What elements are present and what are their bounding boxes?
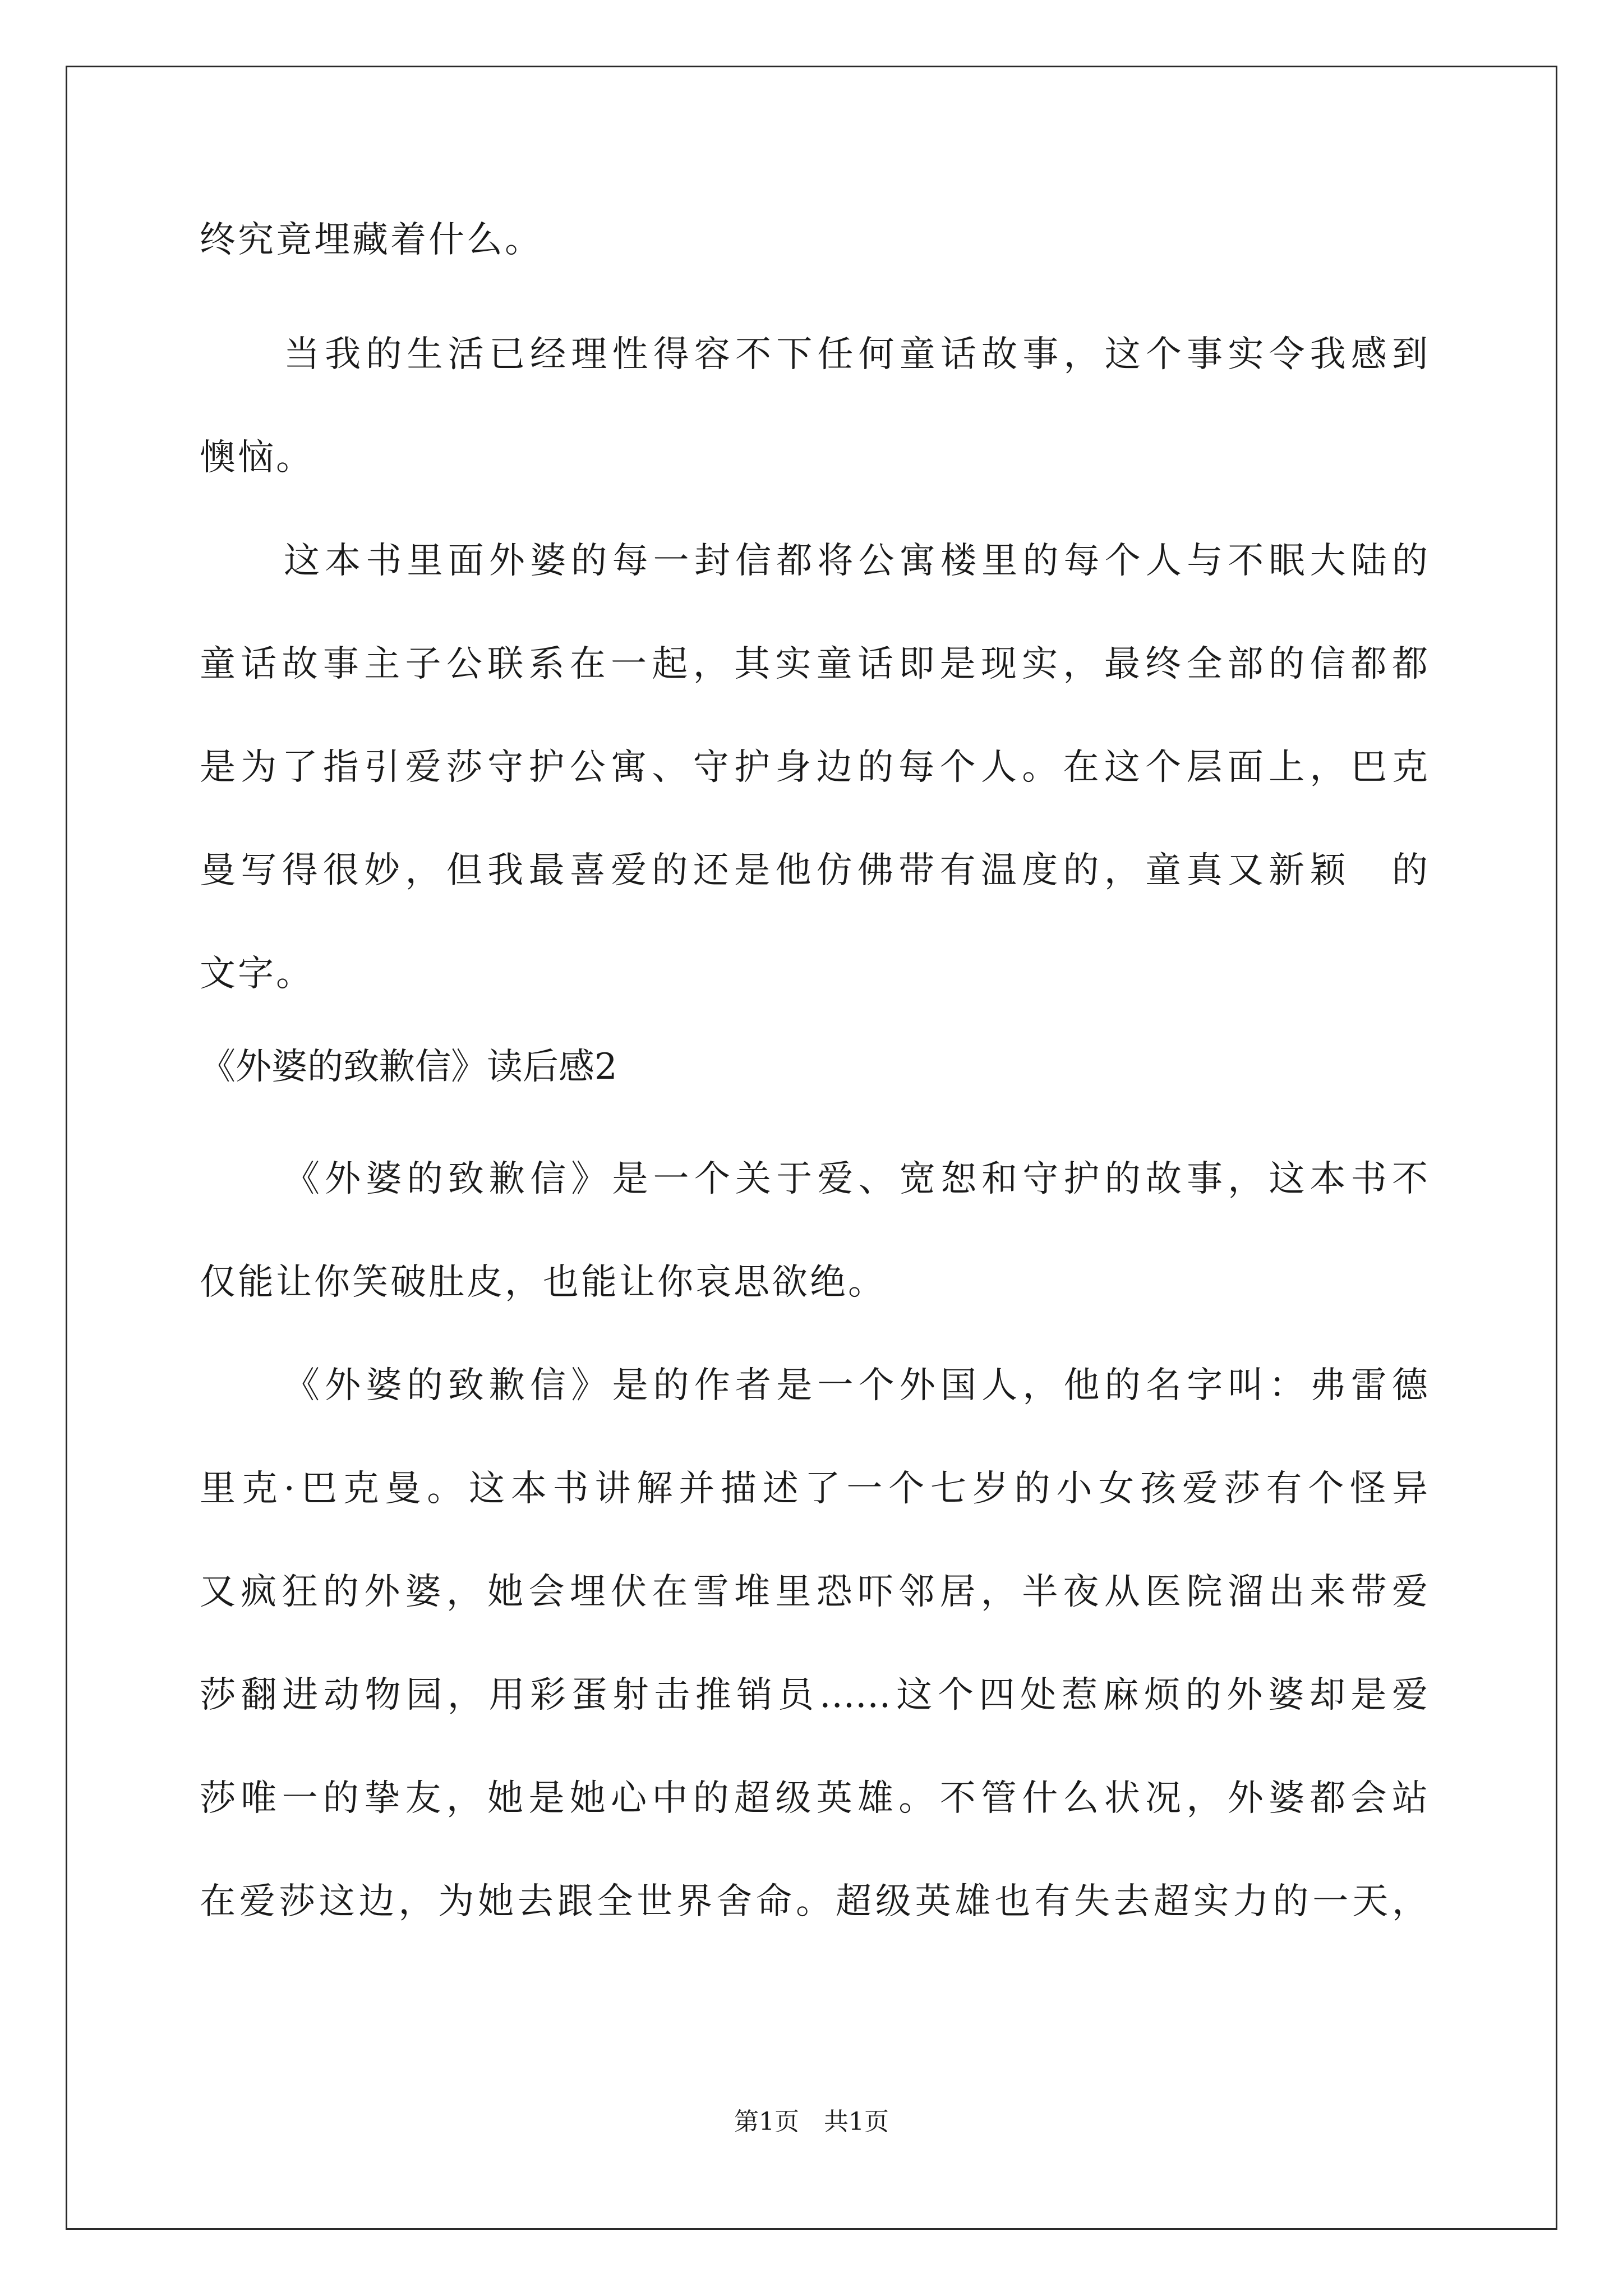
- paragraph-line: 在爱莎这边，为她去跟全世界舍命。超级英雄也有失去超实力的一天，: [200, 1881, 1428, 1922]
- paragraph-line: 懊恼。: [200, 437, 314, 478]
- paragraph-line: 《外婆的致歉信》是一个关于爱、宽恕和守护的故事，这本书不: [284, 1158, 1428, 1200]
- paragraph-line: 这本书里面外婆的每一封信都将公寓楼里的每个人与不眠大陆的: [284, 540, 1428, 582]
- paragraph-line: 莎唯一的挚友，她是她心中的超级英雄。不管什么状况，外婆都会站: [200, 1778, 1428, 1819]
- paragraph-line: 《外婆的致歉信》是的作者是一个外国人，他的名字叫：弗雷德: [284, 1365, 1428, 1406]
- section-heading: 《外婆的致歉信》读后感2: [200, 1046, 617, 1088]
- paragraph-line: 童话故事主子公联系在一起，其实童话即是现实，最终全部的信都都: [200, 643, 1428, 685]
- paragraph-line: 当我的生活已经理性得容不下任何童话故事，这个事实令我感到: [284, 334, 1428, 375]
- paragraph-line: 文字。: [200, 953, 314, 995]
- page-footer: 第1页 共1页: [734, 2108, 889, 2136]
- paragraph-line: 是为了指引爱莎守护公寓、守护身边的每个人。在这个层面上，巴克: [200, 747, 1428, 788]
- paragraph-line: 又疯狂的外婆，她会埋伏在雪堆里恐吓邻居，半夜从医院溜出来带爱: [200, 1571, 1428, 1613]
- paragraph-line: 仅能让你笑破肚皮，也能让你哀思欲绝。: [200, 1262, 886, 1303]
- paragraph-line: 终究竟埋藏着什么。: [200, 219, 543, 261]
- paragraph-line: 里克·巴克曼。这本书讲解并描述了一个七岁的小女孩爱莎有个怪异: [200, 1468, 1428, 1510]
- paragraph-line: 曼写得很妙，但我最喜爱的还是他仿佛带有温度的，童真又新颖 的: [200, 850, 1428, 891]
- paragraph-line: 莎翻进动物园，用彩蛋射击推销员……这个四处惹麻烦的外婆却是爱: [200, 1674, 1428, 1716]
